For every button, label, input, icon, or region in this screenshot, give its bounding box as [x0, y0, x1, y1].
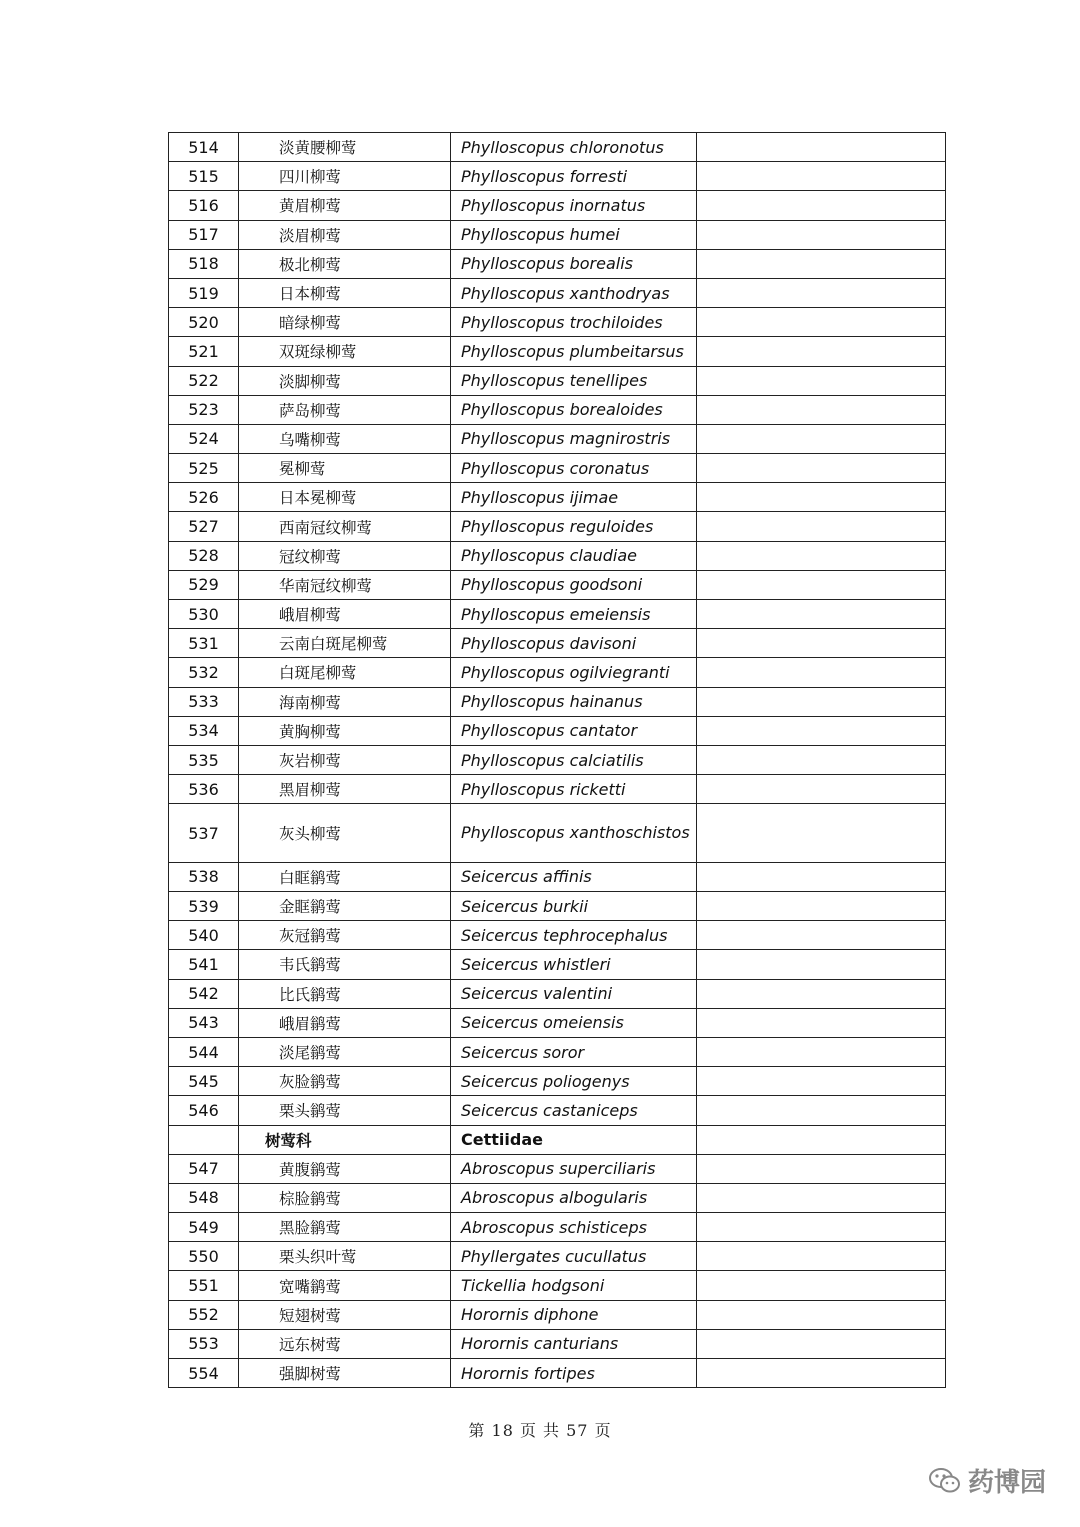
chinese-name: 白眶鹟莺: [239, 862, 451, 891]
row-number: 536: [169, 775, 239, 804]
row-number: 530: [169, 600, 239, 629]
scientific-name: Horornis diphone: [451, 1300, 697, 1329]
table-row: [169, 950, 946, 979]
chinese-name: 棕脸鹟莺: [239, 1183, 451, 1212]
scientific-name: Abroscopus superciliaris: [451, 1154, 697, 1183]
row-number: 542: [169, 979, 239, 1008]
row-number: 535: [169, 745, 239, 774]
table-row: [169, 716, 946, 745]
table-row: [169, 1271, 946, 1300]
table-row: [169, 1008, 946, 1037]
chinese-name: 淡黄腰柳莺: [239, 133, 451, 162]
chinese-name: 海南柳莺: [239, 687, 451, 716]
note-cell: [697, 687, 946, 716]
scientific-name: Phylloscopus xanthodryas: [451, 278, 697, 307]
table-row: [169, 424, 946, 453]
row-number: 532: [169, 658, 239, 687]
table-row: [169, 1037, 946, 1066]
note-cell: [697, 337, 946, 366]
note-cell: [697, 921, 946, 950]
table-row: [169, 921, 946, 950]
row-number: [169, 1125, 239, 1154]
row-number: 524: [169, 424, 239, 453]
row-number: 539: [169, 892, 239, 921]
table-row: [169, 278, 946, 307]
row-number: 519: [169, 278, 239, 307]
scientific-name: Phylloscopus coronatus: [451, 454, 697, 483]
scientific-name: Seicercus poliogenys: [451, 1067, 697, 1096]
row-number: 537: [169, 804, 239, 863]
scientific-name: Phylloscopus plumbeitarsus: [451, 337, 697, 366]
row-number: 554: [169, 1359, 239, 1388]
scientific-name: Phylloscopus borealoides: [451, 395, 697, 424]
scientific-name: Phylloscopus goodsoni: [451, 570, 697, 599]
note-cell: [697, 133, 946, 162]
note-cell: [697, 1037, 946, 1066]
chinese-name: 栗头鹟莺: [239, 1096, 451, 1125]
note-cell: [697, 658, 946, 687]
row-number: 549: [169, 1213, 239, 1242]
scientific-name: Seicercus tephrocephalus: [451, 921, 697, 950]
scientific-name: Phylloscopus chloronotus: [451, 133, 697, 162]
table-row: [169, 395, 946, 424]
chinese-name: 黑眉柳莺: [239, 775, 451, 804]
chinese-name: 云南白斑尾柳莺: [239, 629, 451, 658]
table-row: [169, 191, 946, 220]
scientific-name: Phyllergates cucullatus: [451, 1242, 697, 1271]
row-number: 545: [169, 1067, 239, 1096]
scientific-name: Phylloscopus davisoni: [451, 629, 697, 658]
table-row: [169, 600, 946, 629]
note-cell: [697, 1213, 946, 1242]
row-number: 553: [169, 1329, 239, 1358]
scientific-name: Phylloscopus ijimae: [451, 483, 697, 512]
note-cell: [697, 570, 946, 599]
note-cell: [697, 1329, 946, 1358]
chinese-name: 灰头柳莺: [239, 804, 451, 863]
chinese-name: 峨眉柳莺: [239, 600, 451, 629]
row-number: 544: [169, 1037, 239, 1066]
scientific-name: Abroscopus schisticeps: [451, 1213, 697, 1242]
table-row: [169, 220, 946, 249]
table-row: [169, 1359, 946, 1388]
note-cell: [697, 1359, 946, 1388]
chinese-name: 灰冠鹟莺: [239, 921, 451, 950]
row-number: 516: [169, 191, 239, 220]
note-cell: [697, 366, 946, 395]
note-cell: [697, 1271, 946, 1300]
chinese-name: 淡尾鹟莺: [239, 1037, 451, 1066]
species-table: [168, 132, 946, 1388]
table-row: [169, 1154, 946, 1183]
watermark-text: 药博园: [967, 1468, 1046, 1498]
chinese-name: 黄腹鹟莺: [239, 1154, 451, 1183]
row-number: 514: [169, 133, 239, 162]
scientific-name: Cettiidae: [451, 1125, 697, 1154]
table-row: [169, 745, 946, 774]
chinese-name: 冠纹柳莺: [239, 541, 451, 570]
row-number: 534: [169, 716, 239, 745]
row-number: 546: [169, 1096, 239, 1125]
table-row: [169, 1096, 946, 1125]
note-cell: [697, 745, 946, 774]
scientific-name: Phylloscopus hainanus: [451, 687, 697, 716]
chinese-name: 宽嘴鹟莺: [239, 1271, 451, 1300]
note-cell: [697, 775, 946, 804]
table-row: [169, 337, 946, 366]
note-cell: [697, 454, 946, 483]
note-cell: [697, 950, 946, 979]
chinese-name: 淡眉柳莺: [239, 220, 451, 249]
row-number: 552: [169, 1300, 239, 1329]
table-row: [169, 1242, 946, 1271]
table-row: [169, 308, 946, 337]
chinese-name: 白斑尾柳莺: [239, 658, 451, 687]
table-row: [169, 512, 946, 541]
scientific-name: Horornis canturians: [451, 1329, 697, 1358]
table-row: [169, 249, 946, 278]
chinese-name: 乌嘴柳莺: [239, 424, 451, 453]
note-cell: [697, 308, 946, 337]
note-cell: [697, 162, 946, 191]
chinese-name: 短翅树莺: [239, 1300, 451, 1329]
row-number: 517: [169, 220, 239, 249]
chinese-name: 西南冠纹柳莺: [239, 512, 451, 541]
scientific-name: Phylloscopus reguloides: [451, 512, 697, 541]
chinese-name: 金眶鹟莺: [239, 892, 451, 921]
note-cell: [697, 424, 946, 453]
chinese-name: 暗绿柳莺: [239, 308, 451, 337]
scientific-name: Abroscopus albogularis: [451, 1183, 697, 1212]
scientific-name: Phylloscopus cantator: [451, 716, 697, 745]
family-row: [169, 1125, 946, 1154]
scientific-name: Tickellia hodgsoni: [451, 1271, 697, 1300]
scientific-name: Phylloscopus ricketti: [451, 775, 697, 804]
chinese-name: 黄胸柳莺: [239, 716, 451, 745]
note-cell: [697, 1096, 946, 1125]
row-number: 526: [169, 483, 239, 512]
scientific-name: Phylloscopus inornatus: [451, 191, 697, 220]
note-cell: [697, 249, 946, 278]
scientific-name: Phylloscopus humei: [451, 220, 697, 249]
chinese-name: 四川柳莺: [239, 162, 451, 191]
table-row: [169, 570, 946, 599]
note-cell: [697, 979, 946, 1008]
row-number: 527: [169, 512, 239, 541]
row-number: 551: [169, 1271, 239, 1300]
chinese-name: 日本冕柳莺: [239, 483, 451, 512]
note-cell: [697, 629, 946, 658]
chinese-name: 比氏鹟莺: [239, 979, 451, 1008]
chinese-name: 日本柳莺: [239, 278, 451, 307]
row-number: 548: [169, 1183, 239, 1212]
scientific-name: Phylloscopus tenellipes: [451, 366, 697, 395]
scientific-name: Seicercus burkii: [451, 892, 697, 921]
scientific-name: Seicercus omeiensis: [451, 1008, 697, 1037]
table-row: [169, 892, 946, 921]
chinese-name: 灰脸鹟莺: [239, 1067, 451, 1096]
scientific-name: Phylloscopus borealis: [451, 249, 697, 278]
note-cell: [697, 1125, 946, 1154]
scientific-name: Phylloscopus magnirostris: [451, 424, 697, 453]
wechat-icon: [928, 1466, 962, 1496]
note-cell: [697, 1183, 946, 1212]
scientific-name: Phylloscopus xanthoschistos: [451, 804, 697, 863]
note-cell: [697, 278, 946, 307]
row-number: 547: [169, 1154, 239, 1183]
scientific-name: Phylloscopus calciatilis: [451, 745, 697, 774]
note-cell: [697, 541, 946, 570]
scientific-name: Phylloscopus trochiloides: [451, 308, 697, 337]
note-cell: [697, 862, 946, 891]
row-number: 515: [169, 162, 239, 191]
watermark: [928, 1462, 1046, 1499]
chinese-name: 双斑绿柳莺: [239, 337, 451, 366]
note-cell: [697, 395, 946, 424]
chinese-name: 树莺科: [239, 1125, 451, 1154]
chinese-name: 韦氏鹟莺: [239, 950, 451, 979]
chinese-name: 黄眉柳莺: [239, 191, 451, 220]
scientific-name: Seicercus valentini: [451, 979, 697, 1008]
note-cell: [697, 892, 946, 921]
chinese-name: 华南冠纹柳莺: [239, 570, 451, 599]
row-number: 541: [169, 950, 239, 979]
table-row: [169, 1067, 946, 1096]
table-row: [169, 454, 946, 483]
note-cell: [697, 512, 946, 541]
table-row: [169, 862, 946, 891]
chinese-name: 灰岩柳莺: [239, 745, 451, 774]
row-number: 529: [169, 570, 239, 599]
chinese-name: 淡脚柳莺: [239, 366, 451, 395]
scientific-name: Phylloscopus ogilviegranti: [451, 658, 697, 687]
row-number: 533: [169, 687, 239, 716]
note-cell: [697, 1242, 946, 1271]
row-number: 543: [169, 1008, 239, 1037]
chinese-name: 栗头织叶莺: [239, 1242, 451, 1271]
scientific-name: Seicercus affinis: [451, 862, 697, 891]
row-number: 523: [169, 395, 239, 424]
table-row: [169, 687, 946, 716]
row-number: 518: [169, 249, 239, 278]
row-number: 520: [169, 308, 239, 337]
row-number: 550: [169, 1242, 239, 1271]
note-cell: [697, 220, 946, 249]
chinese-name: 黑脸鹟莺: [239, 1213, 451, 1242]
note-cell: [697, 1008, 946, 1037]
note-cell: [697, 1067, 946, 1096]
note-cell: [697, 716, 946, 745]
table-row: [169, 1213, 946, 1242]
table-row: [169, 1329, 946, 1358]
table-row: [169, 804, 946, 863]
table-row: [169, 658, 946, 687]
page-number: 第 18 页 共 57 页: [468, 1421, 612, 1440]
row-number: 525: [169, 454, 239, 483]
table-row: [169, 541, 946, 570]
chinese-name: 峨眉鹟莺: [239, 1008, 451, 1037]
row-number: 528: [169, 541, 239, 570]
row-number: 531: [169, 629, 239, 658]
note-cell: [697, 1300, 946, 1329]
scientific-name: Phylloscopus claudiae: [451, 541, 697, 570]
note-cell: [697, 1154, 946, 1183]
note-cell: [697, 483, 946, 512]
scientific-name: Seicercus soror: [451, 1037, 697, 1066]
table-row: [169, 162, 946, 191]
note-cell: [697, 600, 946, 629]
scientific-name: Phylloscopus forresti: [451, 162, 697, 191]
row-number: 522: [169, 366, 239, 395]
chinese-name: 冕柳莺: [239, 454, 451, 483]
chinese-name: 极北柳莺: [239, 249, 451, 278]
note-cell: [697, 804, 946, 863]
table-row: [169, 133, 946, 162]
scientific-name: Phylloscopus emeiensis: [451, 600, 697, 629]
table-row: [169, 1300, 946, 1329]
chinese-name: 萨岛柳莺: [239, 395, 451, 424]
table-row: [169, 629, 946, 658]
table-row: [169, 1183, 946, 1212]
scientific-name: Seicercus whistleri: [451, 950, 697, 979]
table-row: [169, 979, 946, 1008]
note-cell: [697, 191, 946, 220]
row-number: 538: [169, 862, 239, 891]
scientific-name: Horornis fortipes: [451, 1359, 697, 1388]
chinese-name: 远东树莺: [239, 1329, 451, 1358]
species-table-body: [169, 133, 946, 1388]
table-row: [169, 775, 946, 804]
table-row: [169, 366, 946, 395]
table-row: [169, 483, 946, 512]
row-number: 521: [169, 337, 239, 366]
chinese-name: 强脚树莺: [239, 1359, 451, 1388]
row-number: 540: [169, 921, 239, 950]
scientific-name: Seicercus castaniceps: [451, 1096, 697, 1125]
